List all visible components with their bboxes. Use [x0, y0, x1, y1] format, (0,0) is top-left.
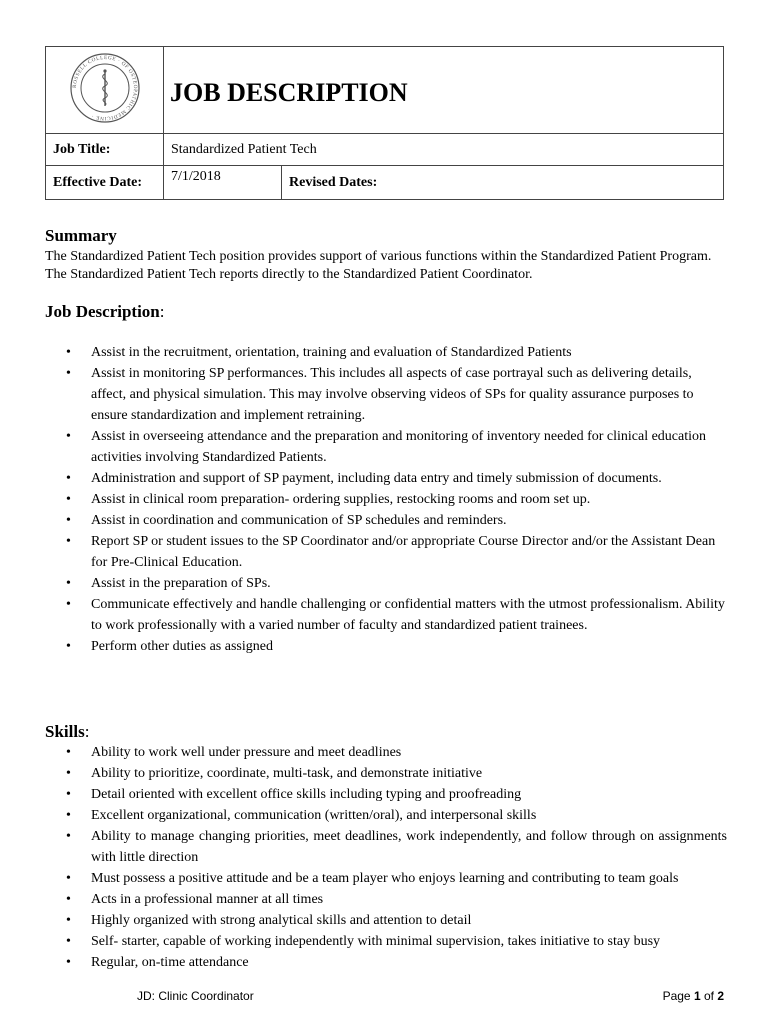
job-title-value: Standardized Patient Tech	[164, 134, 724, 166]
list-item: • Communicate effectively and handle challenging or confidential matters with the utmost professionalism. Ability to work professionally with a varied number of faculty and standardized patient trainees.	[66, 597, 725, 633]
heading-colon: :	[84, 722, 90, 741]
job-description-heading	[45, 302, 164, 322]
list-item: • Ability to manage changing priorities, meet deadlines, work independently, and follow through on assignments with little direction	[66, 829, 727, 865]
list-item: • Acts in a professional manner at all times	[66, 892, 324, 907]
summary-text: The Standardized Patient Tech position provides support of various functions within the Standardized Patient Program. The Standardized Patient Tech reports directly to the Standardized Patient Coordinator.	[45, 249, 712, 282]
svg-text:ROSSELL COLLEGE · OF OSTEOPATH: ROSSELL COLLEGE · OF OSTEOPATHIC MEDICINE ·	[71, 54, 138, 121]
list-item: • Assist in clinical room preparation- ordering supplies, restocking rooms and room set up.	[66, 492, 591, 507]
list-item: • Administration and support of SP payment, including data entry and timely submission of documents.	[66, 471, 662, 486]
page-prefix: Page	[662, 989, 694, 1003]
list-item-text: Excellent organizational, communication (written/oral), and interpersonal skills	[91, 808, 537, 823]
list-item: • Must possess a positive attitude and be a team player who enjoys learning and contributing to team goals	[66, 871, 679, 886]
list-item-text: Assist in overseeing attendance and the preparation and monitoring of inventory needed for clinical education activities involving Standardized Patients.	[91, 429, 707, 465]
list-item-text: Report SP or student issues to the SP Coordinator and/or appropriate Course Director and/or the Assistant Dean for Pre-Clinical Education.	[91, 534, 716, 570]
list-item-text: Perform other duties as assigned	[91, 639, 273, 654]
effective-date-label: Effective Date:	[46, 166, 164, 200]
effective-date-value: 7/1/2018	[164, 166, 282, 200]
list-item-text: Assist in clinical room preparation- ordering supplies, restocking rooms and room set up.	[91, 492, 591, 507]
page-total: 2	[717, 989, 724, 1003]
list-item: • Report SP or student issues to the SP Coordinator and/or appropriate Course Director and/or the Assistant Dean for Pre-Clinical Education.	[66, 534, 716, 570]
summary-heading: Summary	[45, 226, 117, 245]
skills-heading	[45, 722, 89, 742]
list-item: • Assist in coordination and communication of SP schedules and reminders.	[66, 513, 507, 528]
list-item: • Assist in overseeing attendance and the preparation and monitoring of inventory needed for clinical education activities involving Standardized Patients.	[66, 429, 707, 465]
list-item-text: Self- starter, capable of working independently with minimal supervision, takes initiative to stay busy	[91, 934, 661, 949]
list-item-text: Highly organized with strong analytical skills and attention to detail	[91, 913, 472, 928]
list-item-text: Assist in coordination and communication of SP schedules and reminders.	[91, 513, 507, 528]
job-description-list	[45, 342, 727, 657]
list-item-text: Ability to manage changing priorities, meet deadlines, work independently, and follow through on assignments with little direction	[91, 829, 727, 865]
college-seal-logo	[67, 50, 143, 126]
footer-document-label: JD: Clinic Coordinator	[137, 989, 254, 1003]
list-item: • Ability to prioritize, coordinate, multi-task, and demonstrate initiative	[66, 766, 483, 781]
list-item-text: Administration and support of SP payment, including data entry and timely submission of documents.	[91, 471, 662, 486]
list-item: • Regular, on-time attendance	[66, 955, 249, 970]
list-item: • Ability to work well under pressure and meet deadlines	[66, 745, 402, 760]
list-item: • Assist in the recruitment, orientation, training and evaluation of Standardized Patients	[66, 345, 572, 360]
revised-dates-label: Revised Dates:	[282, 166, 724, 200]
list-item-text: Assist in the recruitment, orientation, training and evaluation of Standardized Patients	[91, 345, 572, 360]
page-current: 1	[693, 989, 701, 1003]
list-item: • Assist in monitoring SP performances. This includes all aspects of case portrayal such as delivering details, affect, and physical simulation. This may involve observing videos of SPs for quality assurance purposes to ensure standardization and implement retraining.	[66, 366, 694, 423]
list-item-text: Must possess a positive attitude and be a team player who enjoys learning and contributing to team goals	[91, 871, 679, 886]
list-item-text: Assist in the preparation of SPs.	[91, 576, 271, 591]
list-item-text: Assist in monitoring SP performances. This includes all aspects of case portrayal such as delivering details, affect, and physical simulation. This may involve observing videos of SPs for quality assurance purposes to ensure standardization and implement retraining.	[91, 366, 694, 423]
list-item: • Detail oriented with excellent office skills including typing and proofreading	[66, 787, 522, 802]
footer-page-number	[663, 989, 724, 1003]
list-item-text: Detail oriented with excellent office skills including typing and proofreading	[91, 787, 522, 802]
list-item-text: Acts in a professional manner at all times	[91, 892, 324, 907]
job-description-heading-text: Job Description	[45, 302, 160, 321]
skills-heading-text: Skills	[45, 722, 85, 741]
logo-cell	[46, 47, 164, 134]
list-item: • Excellent organizational, communication (written/oral), and interpersonal skills	[66, 808, 537, 823]
list-item: • Self- starter, capable of working independently with minimal supervision, takes initiative to stay busy	[66, 934, 661, 949]
list-item-text: Regular, on-time attendance	[91, 955, 249, 970]
list-item-text: Ability to prioritize, coordinate, multi-task, and demonstrate initiative	[91, 766, 483, 781]
list-item-text: Ability to work well under pressure and meet deadlines	[91, 745, 402, 760]
list-item: • Highly organized with strong analytical skills and attention to detail	[66, 913, 472, 928]
list-item: • Assist in the preparation of SPs.	[66, 576, 271, 591]
page-of: of	[700, 989, 718, 1003]
document-title: JOB DESCRIPTION	[164, 47, 724, 134]
list-item: • Perform other duties as assigned	[66, 639, 273, 654]
job-title-label: Job Title:	[46, 134, 164, 166]
header-table	[45, 46, 724, 200]
list-item-text: Communicate effectively and handle challenging or confidential matters with the utmost professionalism. Ability to work professionally with a varied number of faculty and standardized patient trainees.	[91, 597, 725, 633]
skills-list	[45, 742, 727, 973]
heading-colon: :	[159, 302, 165, 321]
